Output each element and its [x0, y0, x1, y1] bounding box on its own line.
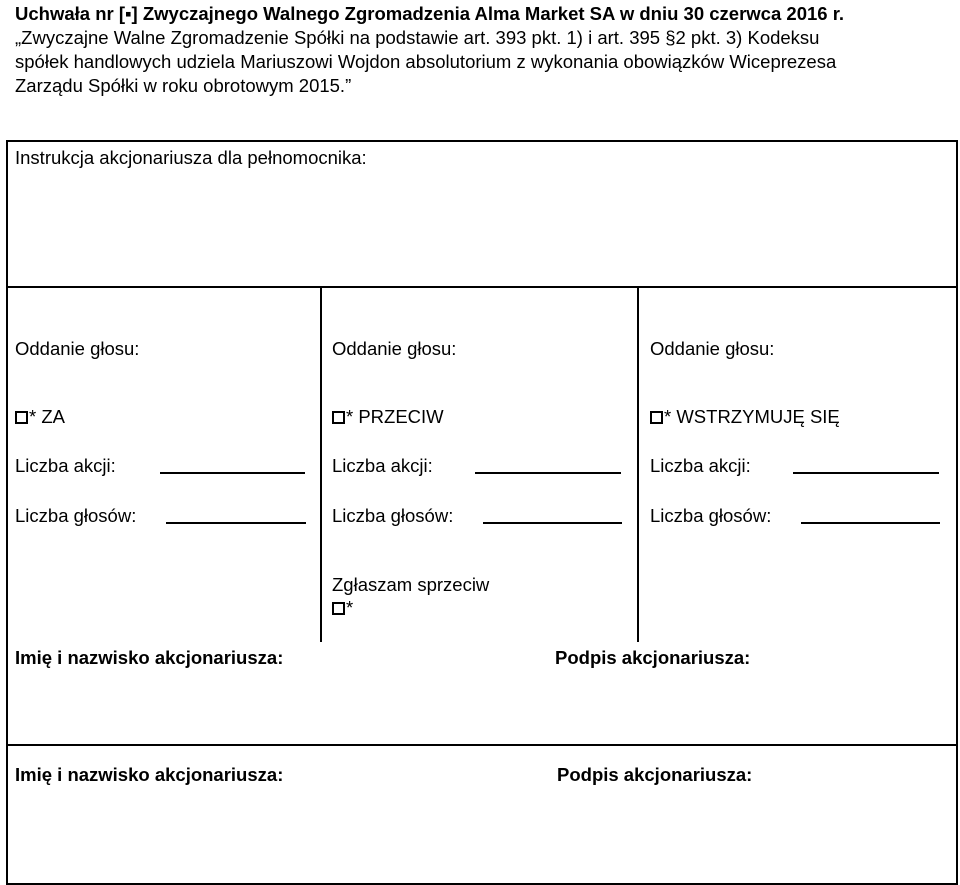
votes-input-line[interactable] — [483, 522, 622, 524]
vote-option-abstain[interactable] — [650, 406, 840, 428]
votes-label: Liczba głosów: — [650, 505, 772, 526]
vote-option-against[interactable] — [332, 406, 444, 428]
vote-heading: Oddanie głosu: — [650, 338, 775, 359]
resolution-title: Uchwała nr [▪] Zwyczajnego Walnego Zgromadzenia Alma Market SA w dniu 30 czerwca 2016 r. — [15, 3, 845, 24]
resolution-text-line: Zarządu Spółki w roku obrotowym 2015.” — [15, 75, 352, 96]
instruction-area[interactable] — [10, 172, 954, 282]
vote-heading: Oddanie głosu: — [15, 338, 140, 359]
checkbox-icon[interactable] — [332, 602, 345, 615]
form-border-top — [6, 140, 958, 142]
checkbox-icon[interactable] — [332, 411, 345, 424]
signature-area[interactable] — [10, 790, 954, 880]
instruction-label: Instrukcja akcjonariusza dla pełnomocnika: — [15, 147, 367, 168]
shareholder-signature-label: Podpis akcjonariusza: — [555, 647, 751, 668]
shares-input-line[interactable] — [793, 472, 939, 474]
form-border-left — [6, 140, 8, 885]
signature-area[interactable] — [10, 672, 954, 742]
votes-label: Liczba głosów: — [15, 505, 137, 526]
vote-option-label: * WSTRZYMUJĘ SIĘ — [664, 406, 840, 427]
shares-label: Liczba akcji: — [15, 455, 116, 476]
votes-input-line[interactable] — [166, 522, 306, 524]
vote-heading: Oddanie głosu: — [332, 338, 457, 359]
resolution-text-line: „Zwyczajne Walne Zgromadzenie Spółki na podstawie art. 393 pkt. 1) i art. 395 §2 pkt. 3) Kodeksu — [15, 27, 820, 48]
shareholder-name-label: Imię i nazwisko akcjonariusza: — [15, 647, 284, 668]
shares-input-line[interactable] — [160, 472, 305, 474]
objection-label: Zgłaszam sprzeciw — [332, 574, 490, 595]
votes-input-line[interactable] — [801, 522, 940, 524]
shares-label: Liczba akcji: — [650, 455, 751, 476]
resolution-text — [15, 26, 955, 98]
vote-option-label: * PRZECIW — [346, 406, 444, 427]
objection-option-label: * — [346, 597, 354, 618]
votes-label: Liczba głosów: — [332, 505, 454, 526]
shares-label: Liczba akcji: — [332, 455, 433, 476]
shares-input-line[interactable] — [475, 472, 621, 474]
checkbox-icon[interactable] — [650, 411, 663, 424]
form-border-right — [956, 140, 958, 885]
column-divider — [637, 286, 639, 642]
form-divider — [6, 286, 958, 288]
vote-option-for[interactable] — [15, 406, 65, 428]
objection-option[interactable] — [332, 597, 353, 619]
column-divider — [320, 286, 322, 642]
shareholder-signature-label: Podpis akcjonariusza: — [557, 764, 753, 785]
shareholder-name-label: Imię i nazwisko akcjonariusza: — [15, 764, 284, 785]
form-divider — [6, 744, 958, 746]
vote-option-label: * ZA — [29, 406, 65, 427]
resolution-text-line: spółek handlowych udziela Mariuszowi Wojdon absolutorium z wykonania obowiązków Wiceprezesa — [15, 51, 837, 72]
checkbox-icon[interactable] — [15, 411, 28, 424]
